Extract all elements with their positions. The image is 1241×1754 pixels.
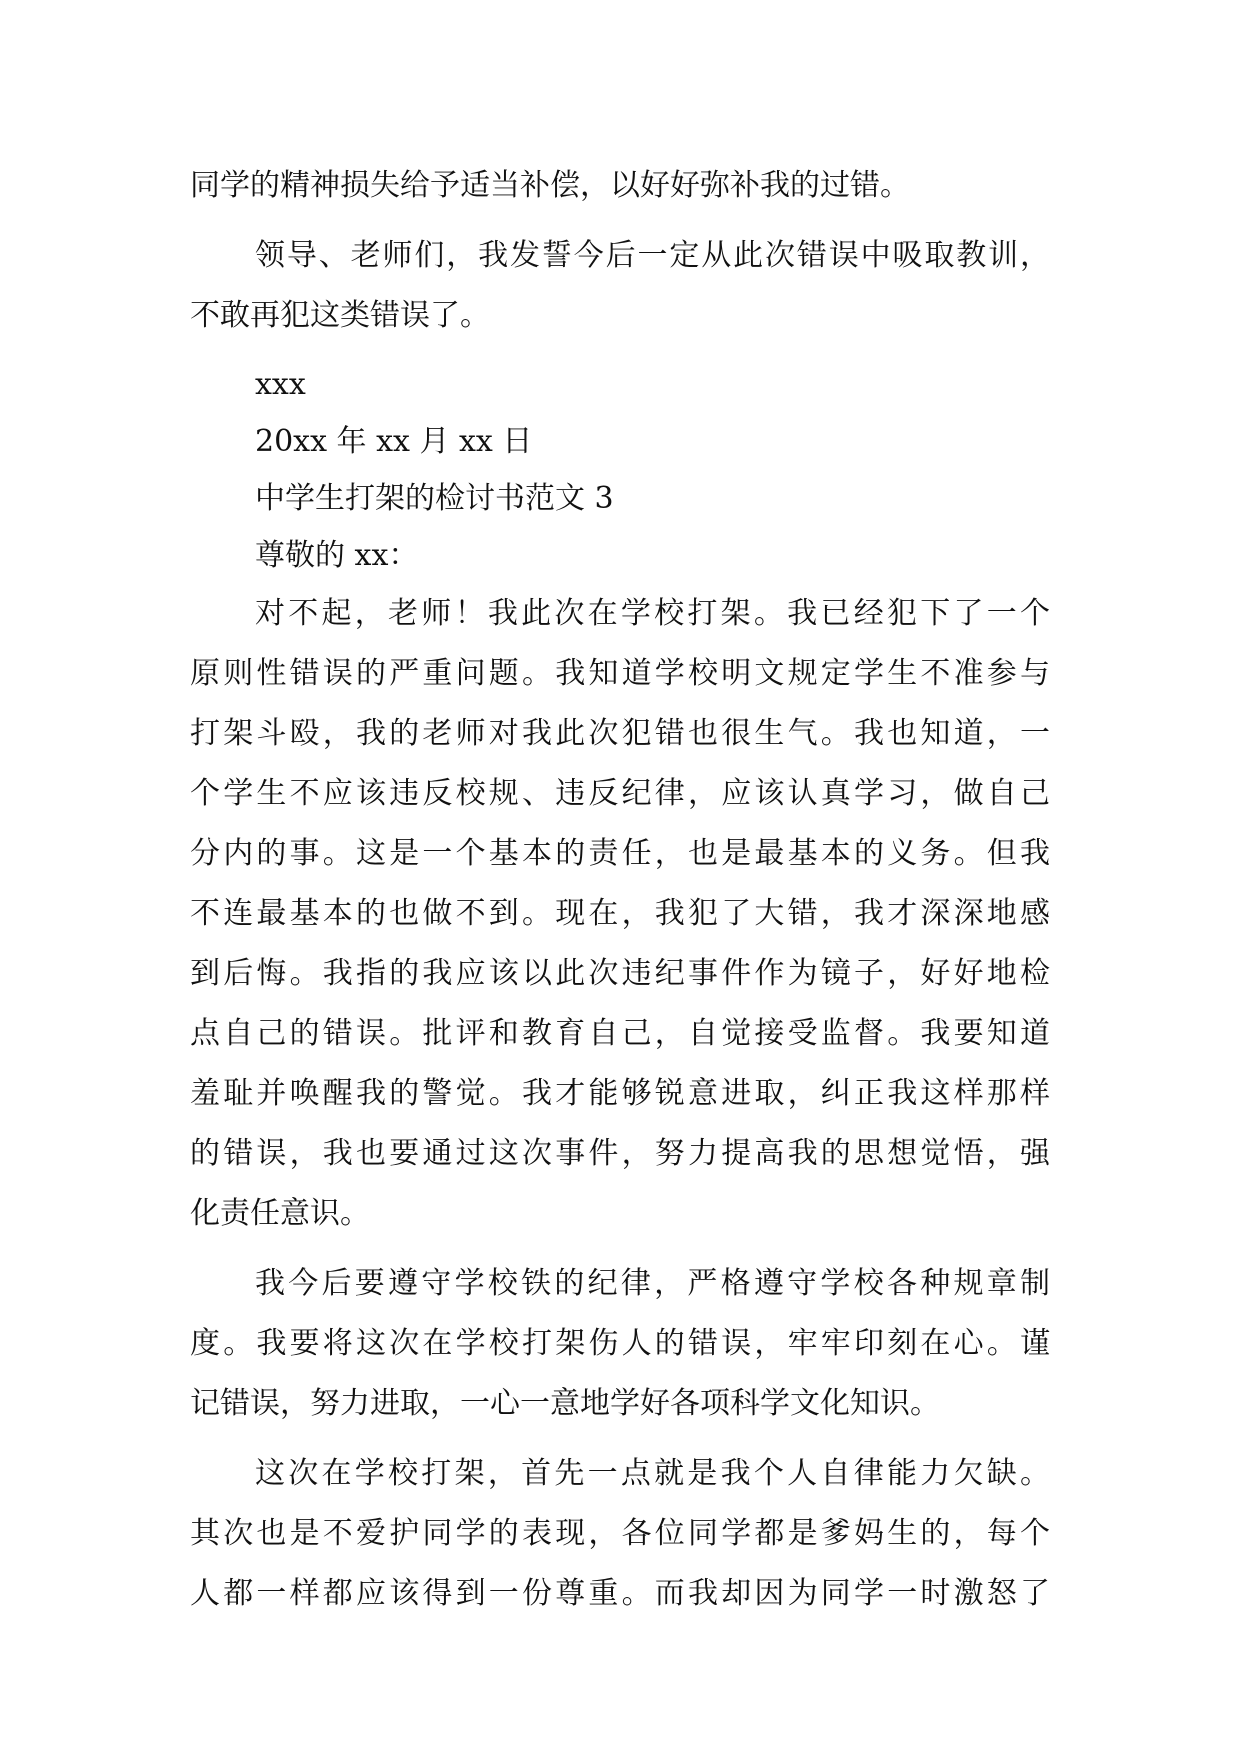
paragraph-line: 我今后要遵守学校铁的纪律，严格遵守学校各种规章制: [255, 1266, 1050, 1301]
paragraph-line: 记错误，努力进取，一心一意地学好各项科学文化知识。: [190, 1386, 940, 1421]
signature-name: xxx: [255, 367, 306, 402]
signature-date: 20xx 年 xx 月 xx 日: [255, 424, 533, 459]
paragraph-line: 领导、老师们，我发誓今后一定从此次错误中吸取教训，: [255, 238, 1050, 273]
paragraph-line: 原则性错误的严重问题。我知道学校明文规定学生不准参与: [190, 656, 1050, 691]
paragraph-line: 羞耻并唤醒我的警觉。我才能够锐意进取，纠正我这样那样: [190, 1076, 1050, 1111]
paragraph-line: 个学生不应该违反校规、违反纪律，应该认真学习，做自己: [190, 776, 1050, 811]
paragraph-line: 其次也是不爱护同学的表现，各位同学都是爹妈生的，每个: [190, 1516, 1050, 1551]
paragraph-line: 打架斗殴，我的老师对我此次犯错也很生气。我也知道，一: [190, 716, 1050, 751]
paragraph-line: 这次在学校打架，首先一点就是我个人自律能力欠缺。: [255, 1456, 1050, 1491]
paragraph-line: 化责任意识。: [190, 1196, 370, 1231]
salutation: 尊敬的 xx：: [255, 538, 419, 573]
paragraph-line: 人都一样都应该得到一份尊重。而我却因为同学一时激怒了: [190, 1576, 1050, 1611]
paragraph-line: 点自己的错误。批评和教育自己，自觉接受监督。我要知道: [190, 1016, 1050, 1051]
paragraph-line: 到后悔。我指的我应该以此次违纪事件作为镜子，好好地检: [190, 956, 1050, 991]
paragraph-line: 同学的精神损失给予适当补偿，以好好弥补我的过错。: [190, 168, 910, 203]
document-body: [190, 156, 1050, 1624]
section-title: 中学生打架的检讨书范文 3: [255, 481, 614, 516]
paragraph-line: 不连最基本的也做不到。现在，我犯了大错，我才深深地感: [190, 896, 1050, 931]
paragraph-line: 的错误，我也要通过这次事件，努力提高我的思想觉悟，强: [190, 1136, 1050, 1171]
paragraph-line: 对不起，老师！我此次在学校打架。我已经犯下了一个: [255, 596, 1050, 631]
paragraph-line: 度。我要将这次在学校打架伤人的错误，牢牢印刻在心。谨: [190, 1326, 1050, 1361]
paragraph-line: 不敢再犯这类错误了。: [190, 298, 490, 333]
paragraph-line: 分内的事。这是一个基本的责任，也是最基本的义务。但我: [190, 836, 1050, 871]
